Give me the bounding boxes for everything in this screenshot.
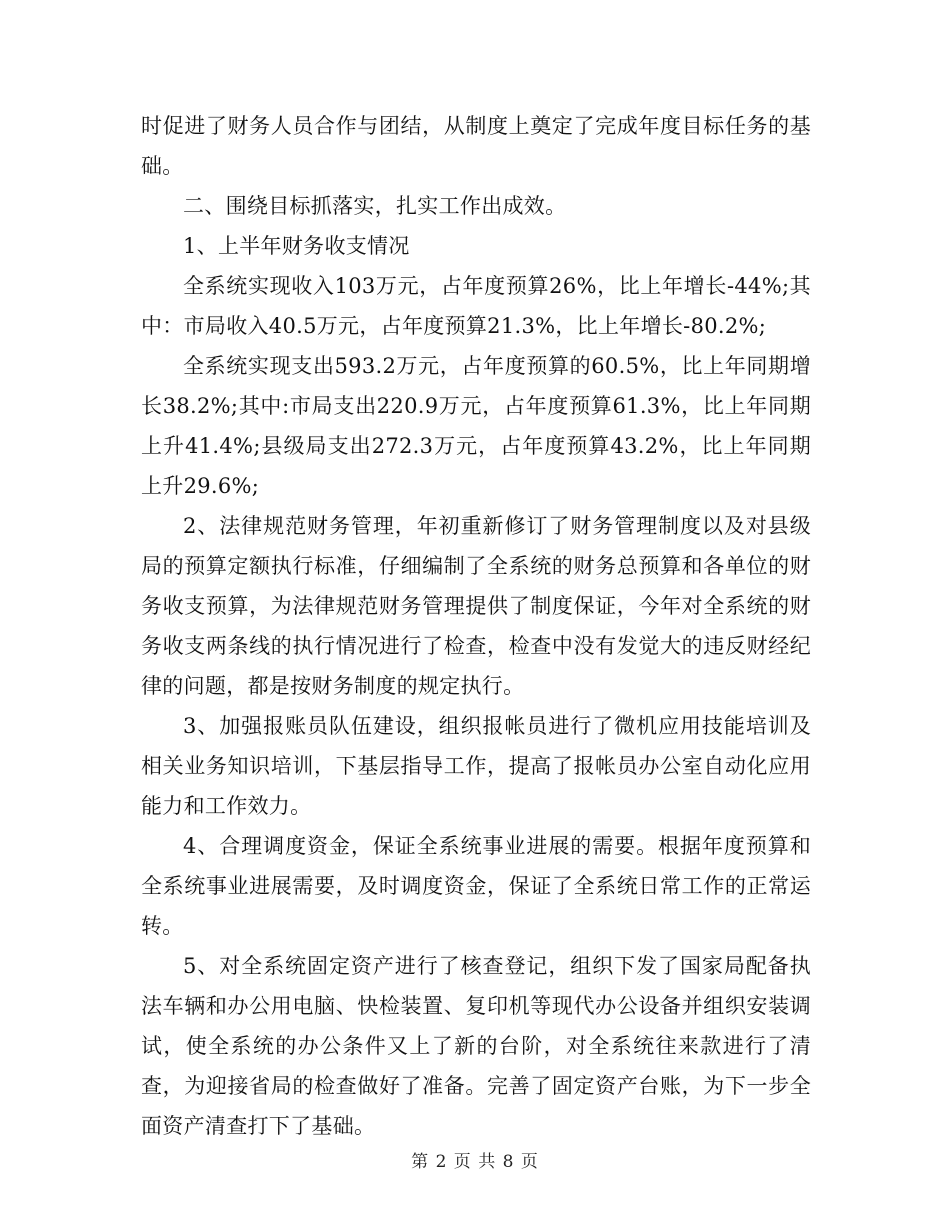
paragraph-item-5: 5、对全系统固定资产进行了核查登记，组织下发了国家局配备执法车辆和办公用电脑、快检装置、复印机等现代办公设备并组织安装调试，使全系统的办公条件又上了新的台阶，对全系统往来款进行了清查，为迎接省局的检查做好了准备。完善了固定资产台账，为下一步全面资产清查打下了基础。 — [141, 954, 811, 1138]
paragraph-income: 全系统实现收入103万元，占年度预算26%，比上年增长-44%;其中：市局收入40.5万元，占年度预算21.3%，比上年增长-80.2%; — [141, 274, 811, 338]
paragraph-continuation: 时促进了财务人员合作与团结，从制度上奠定了完成年度目标任务的基础。 — [141, 114, 811, 178]
document-body — [141, 106, 811, 1146]
page-number-footer: 第 2 页 共 8 页 — [411, 1152, 539, 1172]
paragraph-item-3: 3、加强报账员队伍建设，组织报帐员进行了微机应用技能培训及相关业务知识培训，下基层指导工作，提高了报帐员办公室自动化应用能力和工作效力。 — [141, 714, 811, 818]
subheading-income-expenditure: 1、上半年财务收支情况 — [183, 234, 410, 258]
paragraph-expenditure: 全系统实现支出593.2万元，占年度预算的60.5%，比上年同期增长38.2%;其中:市局支出220.9万元，占年度预算61.3%，比上年同期上升41.4%;县级局支出272.3万元，占年度预算43.2%，比上年同期上升29.6%; — [141, 354, 811, 498]
paragraph-item-4: 4、合理调度资金，保证全系统事业进展的需要。根据年度预算和全系统事业进展需要，及时调度资金，保证了全系统日常工作的正常运转。 — [141, 834, 811, 938]
section-heading-2: 二、围绕目标抓落实，扎实工作出成效。 — [183, 194, 567, 218]
paragraph-item-2: 2、法律规范财务管理，年初重新修订了财务管理制度以及对县级局的预算定额执行标准，仔细编制了全系统的财务总预算和各单位的财务收支预算，为法律规范财务管理提供了制度保证，今年对全系统的财务收支两条线的执行情况进行了检查，检查中没有发觉大的违反财经纪律的问题，都是按财务制度的规定执行。 — [141, 514, 811, 698]
